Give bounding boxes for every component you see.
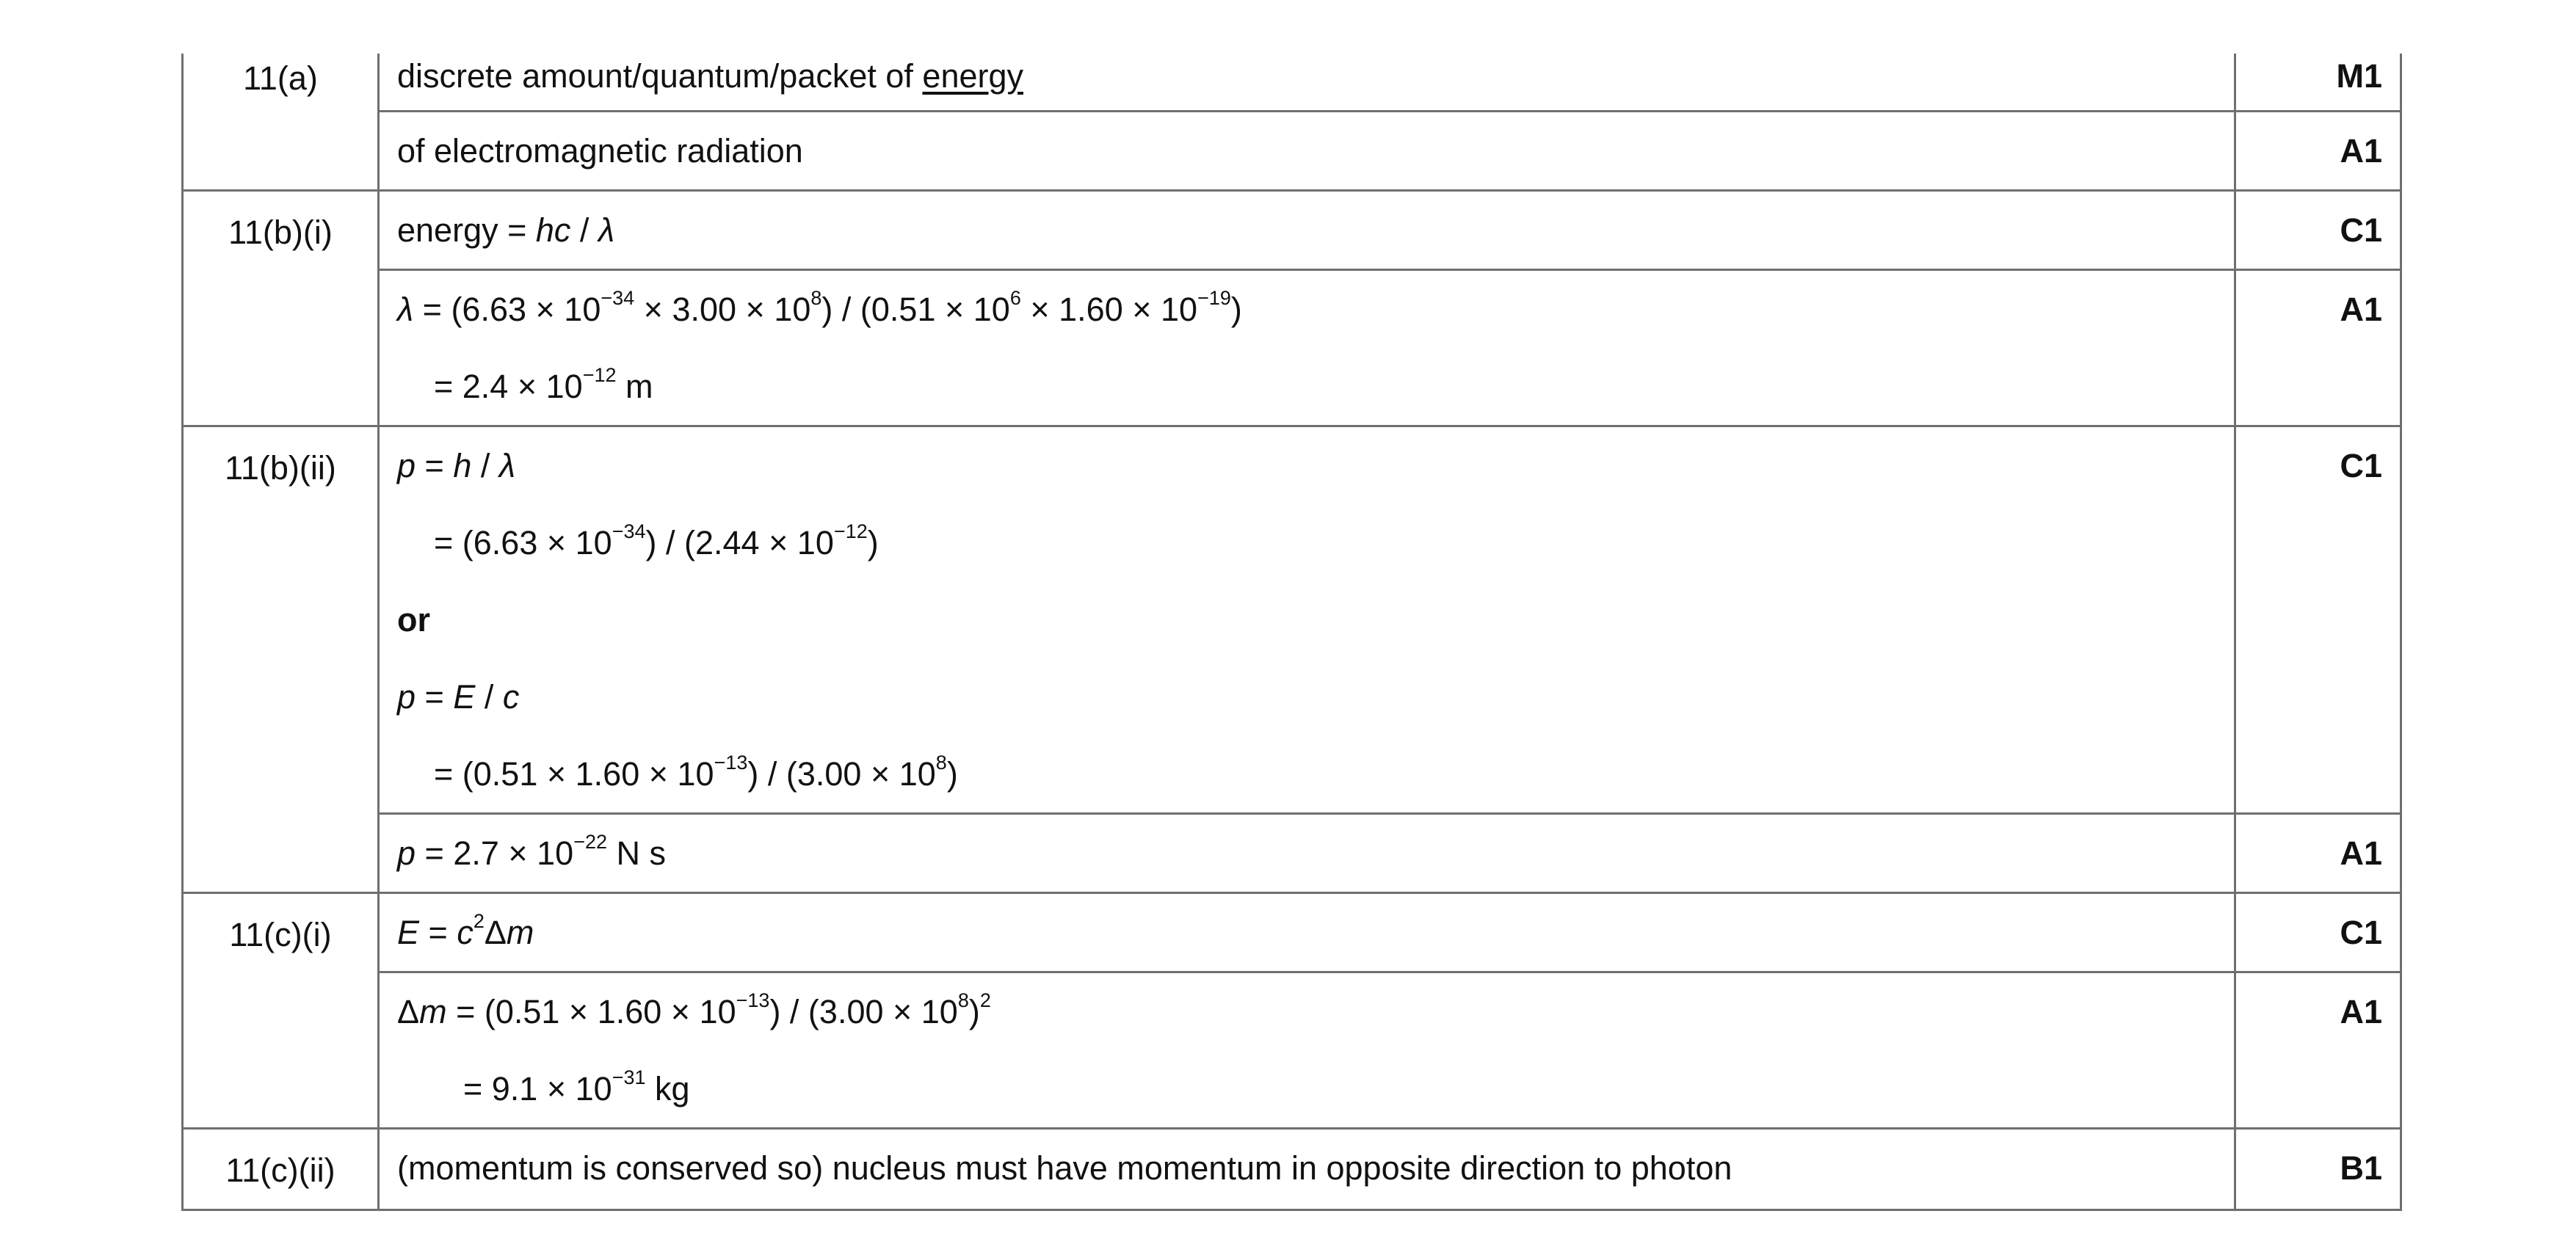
mark-code: A1: [2340, 291, 2382, 328]
mark-cell: [2235, 1129, 2401, 1210]
mark-cell: [2235, 270, 2401, 426]
answer-line: (momentum is conserved so) nucleus must have momentum in opposite direction to photon: [397, 1149, 1733, 1187]
mark-cell: [2235, 893, 2401, 972]
question-number: [183, 191, 379, 426]
answer-cell: [379, 814, 2235, 893]
mark-cell: [2235, 426, 2401, 814]
mark-code: B1: [2340, 1149, 2382, 1187]
mark-code: C1: [2340, 211, 2382, 249]
question-number-text: 11(a): [243, 59, 318, 97]
mark-cell: [2235, 972, 2401, 1129]
mark-code: A1: [2340, 132, 2382, 170]
mark-cell: [2235, 112, 2401, 191]
answer-cell: [379, 270, 2235, 426]
answer-line: = $(0.51 \times 1.60 \times 10^{-13}) / (3.00 \times 10^8)$: [434, 752, 958, 793]
answer-row: [183, 1129, 2401, 1210]
answer-line: $\Delta m = (0.51 \times 1.60 \times 10^{-13}) / (3.00 \times 10^8)^2$: [397, 989, 991, 1030]
answer-line: = $(6.63 \times 10^{-34}) / (2.44 \times 10^{-12})$: [434, 520, 879, 561]
answer-line: $E = c^2\Delta m$: [397, 910, 534, 951]
question-number-text: 11(c)(i): [229, 916, 332, 953]
answer-row: [183, 426, 2401, 814]
mark-cell: [2235, 54, 2401, 112]
mark-code: M1: [2336, 57, 2382, 95]
answer-line: $\lambda = (6.63 \times 10^{-34} \times 3.00 \times 10^8) / (0.51 \times 10^6 \times 1.60 \times 10^{-19})$: [397, 287, 1242, 328]
answer-row: [183, 191, 2401, 270]
answer-line: p = E / c: [397, 678, 520, 716]
answer-cell: [379, 972, 2235, 1129]
answer-line: of electromagnetic radiation: [397, 132, 803, 170]
answer-line: $p = 2.7 \times 10^{-22}$ N s: [397, 831, 667, 872]
question-number-text: 11(b)(i): [228, 214, 333, 251]
question-number-text: 11(c)(ii): [225, 1152, 335, 1189]
mark-code: C1: [2340, 914, 2382, 951]
answer-cell: [379, 426, 2235, 814]
answer-line: = $9.1 \times 10^{-31}$ kg: [463, 1066, 690, 1107]
answer-cell: [379, 191, 2235, 270]
answer-row: [183, 112, 2401, 191]
answer-line: energy = hc / λ: [397, 211, 615, 249]
question-number: [183, 426, 379, 893]
mark-code: A1: [2340, 834, 2382, 872]
answer-row: [183, 814, 2401, 893]
answer-line: discrete amount/quantum/packet of energy: [397, 57, 1024, 95]
answer-cell: [379, 1129, 2235, 1210]
question-number: [183, 1129, 379, 1210]
answer-cell: [379, 54, 2235, 112]
answer-line: p = h / λ: [397, 447, 516, 484]
mark-code: A1: [2340, 993, 2382, 1030]
question-number-text: 11(b)(ii): [225, 449, 336, 487]
mark-scheme-body: [183, 54, 2401, 1210]
answer-line: or: [397, 601, 430, 639]
answer-line: = $2.4 \times 10^{-12}$ m: [434, 364, 653, 405]
answer-cell: [379, 112, 2235, 191]
mark-cell: [2235, 191, 2401, 270]
answer-row: [183, 54, 2401, 112]
answer-row: [183, 972, 2401, 1129]
mark-code: C1: [2340, 447, 2382, 484]
mark-scheme-table: [181, 54, 2402, 1211]
answer-cell: [379, 893, 2235, 972]
answer-row: [183, 270, 2401, 426]
question-number: [183, 893, 379, 1129]
mark-cell: [2235, 814, 2401, 893]
question-number: [183, 54, 379, 191]
answer-row: [183, 893, 2401, 972]
